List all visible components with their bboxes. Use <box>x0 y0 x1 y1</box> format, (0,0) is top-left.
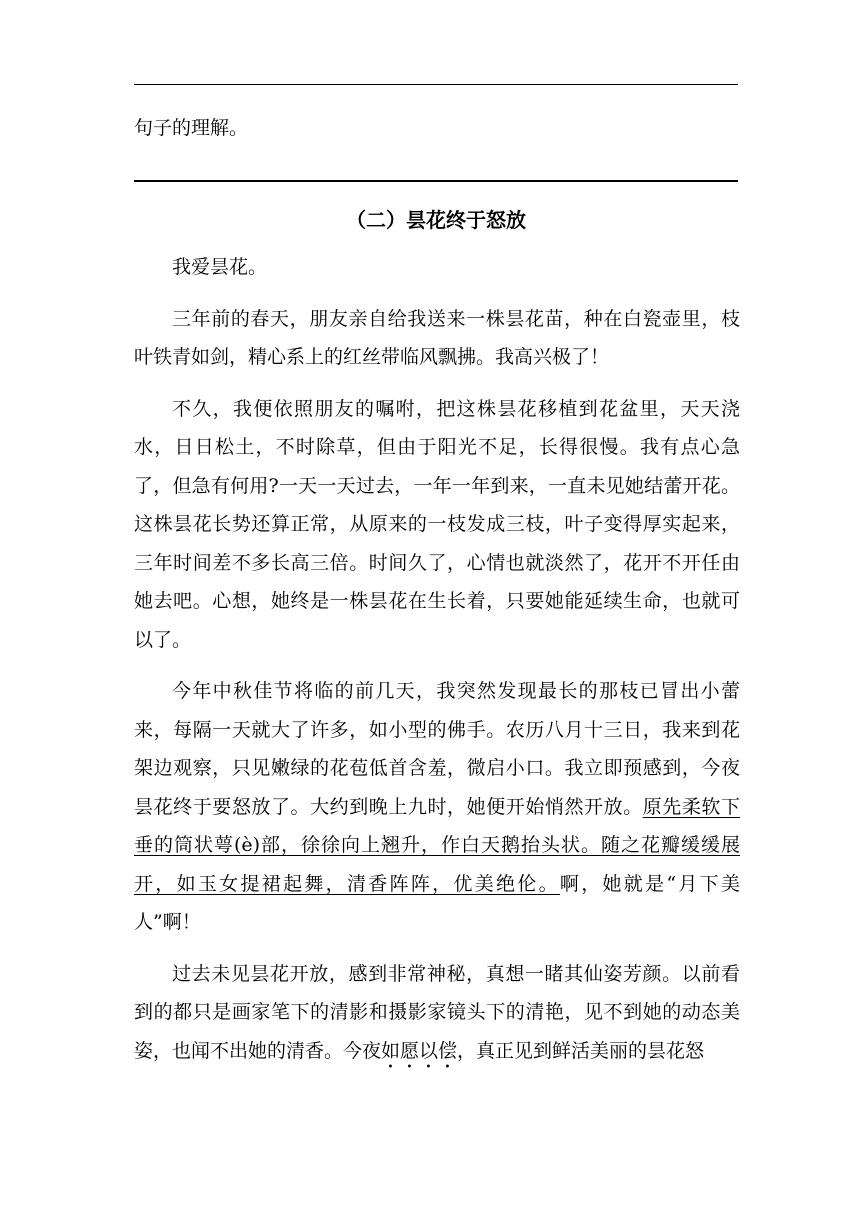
paragraph-4-text: 今年中秋佳节将临的前几天，我突然发现最长的那枝已冒出小蕾来，每隔一天就大了许多，如小型的佛手。农历八月十三日，我来到花架边观察，只见嫩绿的花苞低首含羞，微启小口。我立即预感到，今夜昙花终于要怒放了。大约到晚上九时，她便开始悄然开放。 <box>134 680 740 818</box>
dotted-idiom: 如愿以偿 <box>381 1039 458 1062</box>
paragraph-5-text: 过去未见昙花开放，感到非常神秘，真想一睹其仙姿芳颜。以前看到的都只是画家笔下的清影和摄影家镜头下的清艳，见不到她的动态美姿，也闻不出她的清香。今夜 <box>134 962 740 1062</box>
paragraph-2: 三年前的春天，朋友亲自给我送来一株昙花苗，种在白瓷壶里，枝叶铁青如剑，精心系上的红丝带临风飘拂。我高兴极了！ <box>134 307 740 368</box>
paragraph-4 <box>134 672 740 942</box>
section-title: （二）昙花终于怒放 <box>346 208 526 232</box>
section-divider <box>134 180 738 182</box>
article-body <box>134 248 740 1086</box>
paragraph-5 <box>134 955 740 1073</box>
answer-line <box>134 84 738 85</box>
paragraph-5-end: ，真正见到鲜活美丽的昙花怒 <box>457 1039 705 1062</box>
paragraph-1: 我爱昙花。 <box>172 256 268 278</box>
paragraph-4-end: 啊，她就是“月下美人”啊！ <box>134 872 740 933</box>
underlined-sentence: 原先柔软下垂的筒状萼(è)部，徐徐向上翘升，作白天鹅抬头状。随之花瓣缓缓展开，如玉女提裙起舞，清香阵阵，优美绝伦。 <box>134 795 740 895</box>
paragraph-3: 不久，我便依照朋友的嘱咐，把这株昙花移植到花盆里，天天浇水，日日松土，不时除草，但由于阳光不足，长得很慢。我有点心急了，但急有何用?一天一天过去，一年一年到来，一直未见她结蕾开花。这株昙花长势还算正常，从原来的一枝发成三枝，叶子变得厚实起来，三年时间差不多长高三倍。时间久了，心情也就淡然了，花开不开任由她去吧。心想，她终是一株昙花在生长着，只要她能延续生命，也就可以了。 <box>134 397 740 651</box>
sentence-fragment: 句子的理解。 <box>134 117 249 139</box>
